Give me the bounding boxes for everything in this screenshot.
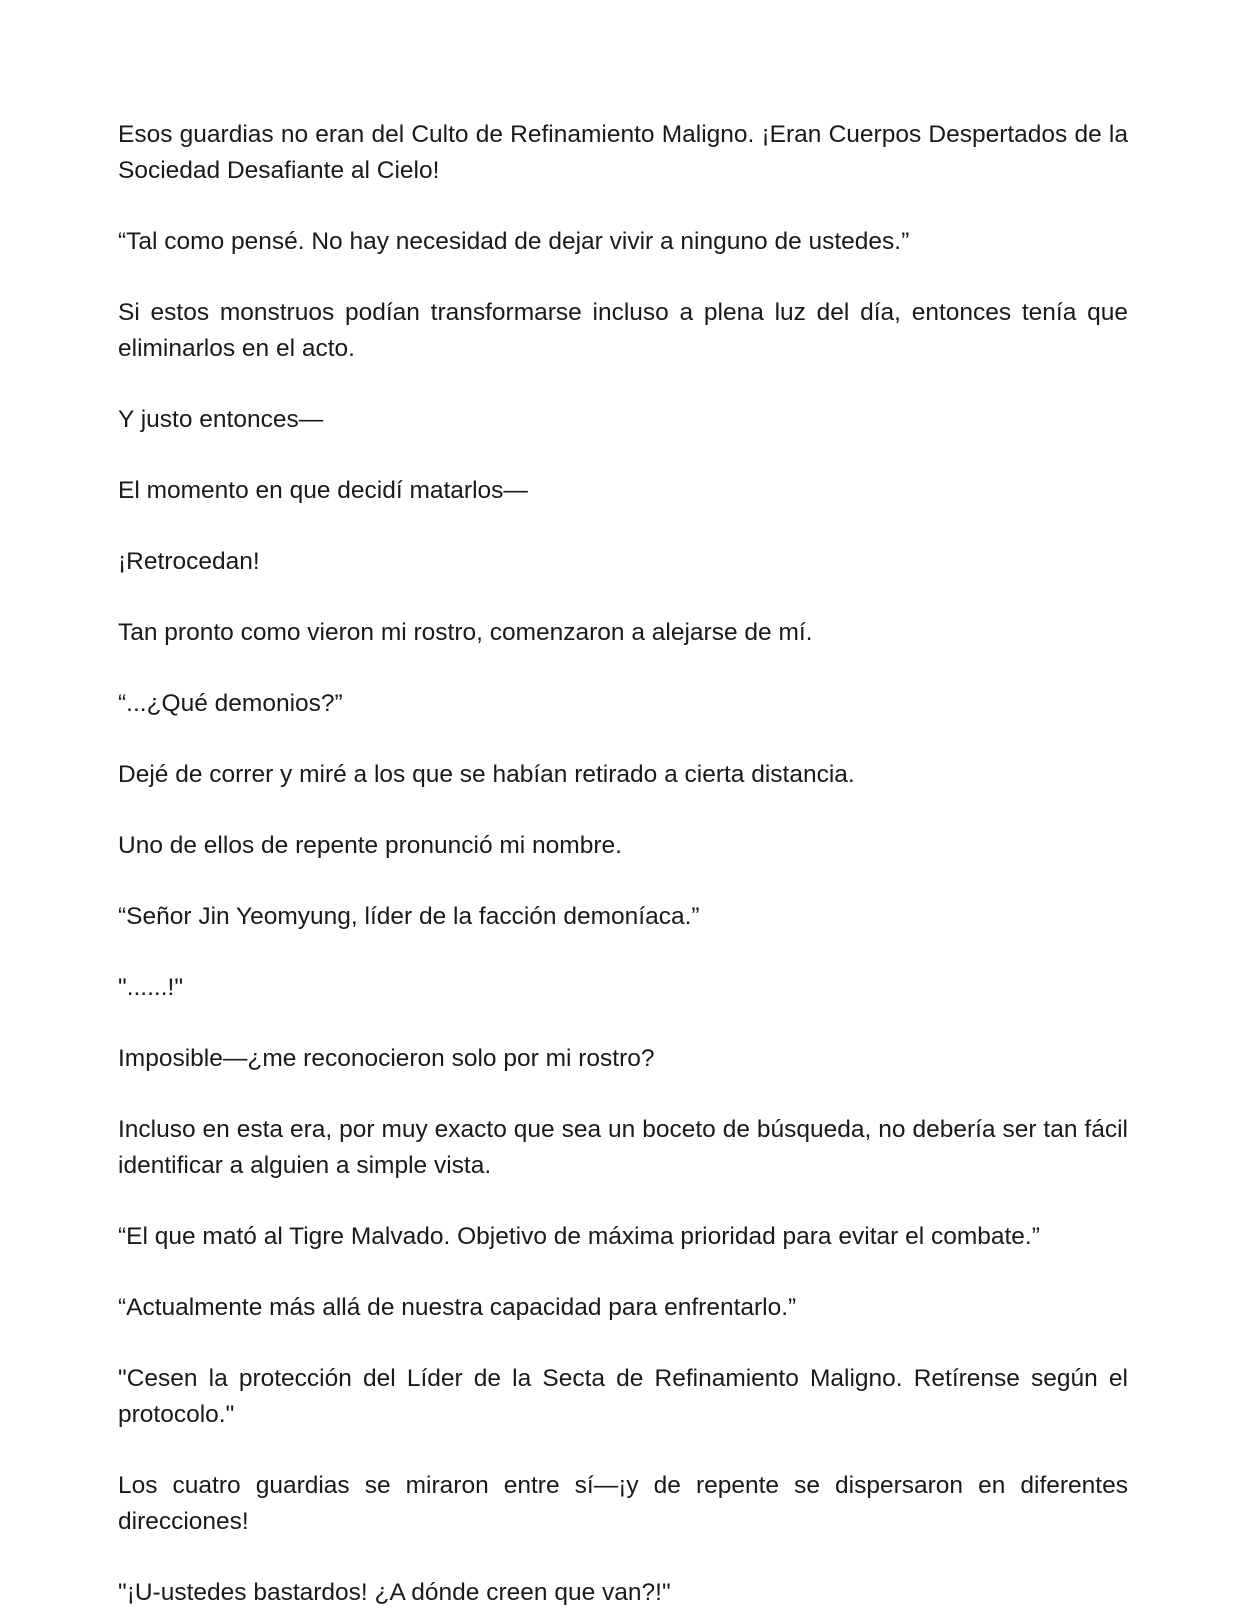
paragraph: "¡U-ustedes bastardos! ¿A dónde creen que van?!": [118, 1579, 671, 1606]
paragraph: El momento en que decidí matarlos—: [118, 477, 528, 504]
paragraph: Los cuatro guardias se miraron entre sí—¡y de repente se dispersaron en diferentes direcciones!: [118, 1472, 1128, 1535]
paragraph: Incluso en esta era, por muy exacto que sea un boceto de búsqueda, no debería ser tan fácil identificar a alguien a simple vista.: [118, 1116, 1128, 1179]
paragraph: “Tal como pensé. No hay necesidad de dejar vivir a ninguno de ustedes.”: [118, 228, 910, 255]
document-body: [118, 117, 1128, 1611]
paragraph: Imposible—¿me reconocieron solo por mi rostro?: [118, 1045, 655, 1072]
paragraph: Esos guardias no eran del Culto de Refinamiento Maligno. ¡Eran Cuerpos Despertados de la Sociedad Desafiante al Cielo!: [118, 121, 1128, 184]
paragraph: “Actualmente más allá de nuestra capacidad para enfrentarlo.”: [118, 1294, 797, 1321]
paragraph: Dejé de correr y miré a los que se habían retirado a cierta distancia.: [118, 761, 855, 788]
paragraph: “El que mató al Tigre Malvado. Objetivo de máxima prioridad para evitar el combate.”: [118, 1223, 1040, 1250]
paragraph: Tan pronto como vieron mi rostro, comenzaron a alejarse de mí.: [118, 619, 813, 646]
paragraph: Uno de ellos de repente pronunció mi nombre.: [118, 832, 622, 859]
paragraph: "Cesen la protección del Líder de la Secta de Refinamiento Maligno. Retírense según el protocolo.": [118, 1365, 1128, 1428]
paragraph: Si estos monstruos podían transformarse incluso a plena luz del día, entonces tenía que eliminarlos en el acto.: [118, 299, 1128, 362]
paragraph: ¡Retrocedan!: [118, 548, 260, 575]
paragraph: “Señor Jin Yeomyung, líder de la facción demoníaca.”: [118, 903, 700, 930]
paragraph: "......!": [118, 974, 184, 1001]
paragraph: “...¿Qué demonios?”: [118, 690, 343, 717]
paragraph: Y justo entonces—: [118, 406, 324, 433]
